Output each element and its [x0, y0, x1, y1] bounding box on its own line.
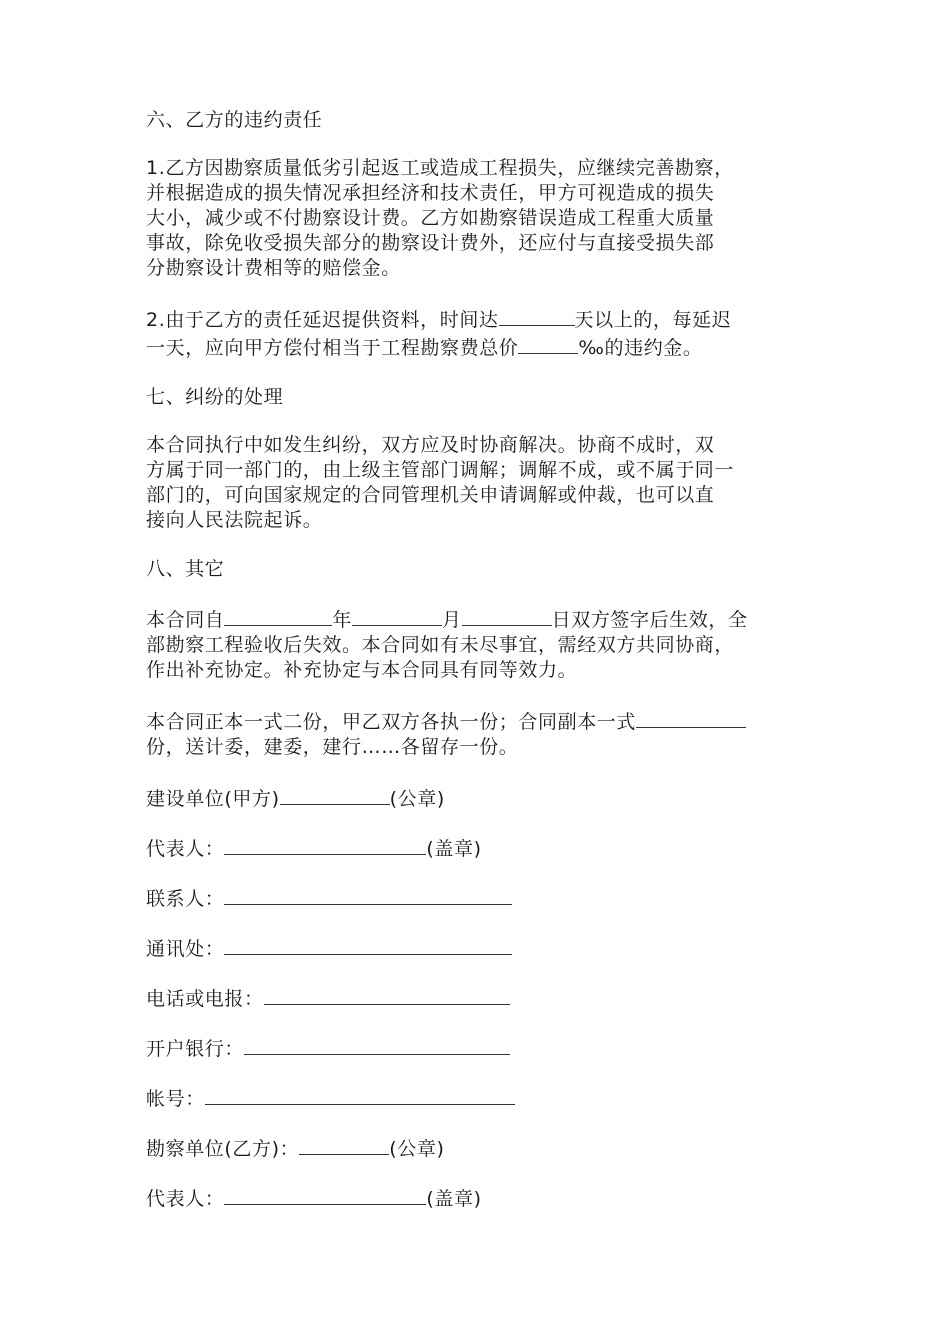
address-label: 通讯处： — [146, 938, 225, 960]
clause-7-1-line-1: 本合同执行中如发生纠纷，双方应及时协商解决。协商不成时，双 — [146, 434, 715, 456]
copies-blank[interactable] — [636, 707, 746, 728]
rep-b-blank[interactable] — [224, 1184, 426, 1205]
account-label: 帐号： — [146, 1088, 205, 1110]
clause-7-1-line-4: 接向人民法院起诉。 — [146, 509, 323, 531]
party-a-suffix: (公章) — [389, 788, 445, 810]
rep-a-suffix: (盖章) — [426, 838, 482, 860]
rep-a-label: 代表人： — [146, 838, 225, 860]
bank-label: 开户银行： — [146, 1038, 245, 1060]
rep-b-suffix: (盖章) — [426, 1188, 482, 1210]
clause-6-2-line-2 — [146, 333, 814, 361]
party-b-field — [146, 1134, 814, 1160]
clause-6-1-line-5: 分勘察设计费相等的赔偿金。 — [146, 257, 401, 279]
bank-field — [146, 1034, 814, 1060]
party-b-label: 勘察单位(乙方)： — [146, 1138, 300, 1160]
contact-label: 联系人： — [146, 888, 225, 910]
clause-6-2-text-b: 天以上的，每延迟 — [574, 309, 732, 331]
clause-8-2 — [146, 707, 814, 760]
clause-6-1-line-4: 事故，除免收受损失部分的勘察设计费外，还应付与直接受损失部 — [146, 232, 715, 254]
clause-8-1-line-3: 作出补充协定。补充协定与本合同具有同等效力。 — [146, 659, 578, 681]
clause-6-1 — [146, 156, 814, 281]
rep-a-blank[interactable] — [224, 834, 426, 855]
day-blank[interactable] — [462, 605, 552, 626]
clause-8-1-text-c: 月 — [442, 609, 462, 631]
rep-b-label: 代表人： — [146, 1188, 225, 1210]
clause-8-1 — [146, 605, 814, 683]
party-b-suffix: (公章) — [389, 1138, 445, 1160]
party-b-blank[interactable] — [299, 1134, 389, 1155]
section-heading-6: 六、乙方的违约责任 — [146, 109, 323, 131]
contact-field — [146, 884, 814, 910]
days-blank[interactable] — [499, 305, 575, 326]
clause-6-1-line-3: 大小，减少或不付勘察设计费。乙方如勘察错误造成工程重大质量 — [146, 207, 715, 229]
party-a-field — [146, 784, 814, 810]
clause-8-1-line-2: 部勘察工程验收后失效。本合同如有未尽事宜，需经双方共同协商， — [146, 634, 735, 656]
address-field — [146, 934, 814, 960]
clause-8-1-text-b: 年 — [332, 609, 353, 631]
clause-6-1-line-1: 1.乙方因勘察质量低劣引起返工或造成工程损失，应继续完善勘察， — [146, 157, 734, 179]
clause-6-1-line-2: 并根据造成的损失情况承担经济和技术责任，甲方可视造成的损失 — [146, 182, 715, 204]
clause-8-1-text-d: 日双方签字后生效，全 — [551, 609, 748, 631]
clause-6-2-line-1 — [146, 305, 814, 333]
clause-6-2-text-d: ‰的违约金。 — [578, 337, 703, 359]
rep-b-field — [146, 1184, 814, 1210]
account-blank[interactable] — [205, 1084, 515, 1105]
month-blank[interactable] — [352, 605, 442, 626]
address-blank[interactable] — [224, 934, 512, 955]
contract-page — [146, 108, 814, 1234]
party-a-label: 建设单位(甲方) — [146, 788, 280, 810]
clause-7-1 — [146, 433, 814, 533]
contact-blank[interactable] — [224, 884, 512, 905]
year-blank[interactable] — [224, 605, 332, 626]
clause-6-2-text-a: 2.由于乙方的责任延迟提供资料，时间达 — [146, 309, 499, 331]
permille-blank[interactable] — [518, 333, 578, 354]
phone-label: 电话或电报： — [146, 988, 264, 1010]
section-heading-7: 七、纠纷的处理 — [146, 386, 284, 408]
clause-8-1-line-1 — [146, 605, 814, 633]
clause-6-2 — [146, 305, 814, 361]
clause-8-2-line-2: 份，送计委，建委，建行……各留存一份。 — [146, 736, 519, 758]
section-heading-8: 八、其它 — [146, 558, 225, 580]
phone-blank[interactable] — [264, 984, 510, 1005]
clause-7-1-line-3: 部门的，可向国家规定的合同管理机关申请调解或仲裁，也可以直 — [146, 484, 715, 506]
phone-field — [146, 984, 814, 1010]
rep-a-field — [146, 834, 814, 860]
clause-7-1-line-2: 方属于同一部门的，由上级主管部门调解；调解不成，或不属于同一 — [146, 459, 735, 481]
clause-8-2-text-a: 本合同正本一式二份，甲乙双方各执一份；合同副本一式 — [146, 711, 637, 733]
account-field — [146, 1084, 814, 1110]
clause-8-1-text-a: 本合同自 — [146, 609, 225, 631]
clause-8-2-line-1 — [146, 707, 814, 735]
party-a-blank[interactable] — [280, 784, 390, 805]
bank-blank[interactable] — [244, 1034, 510, 1055]
clause-6-2-text-c: 一天，应向甲方偿付相当于工程勘察费总价 — [146, 337, 519, 359]
